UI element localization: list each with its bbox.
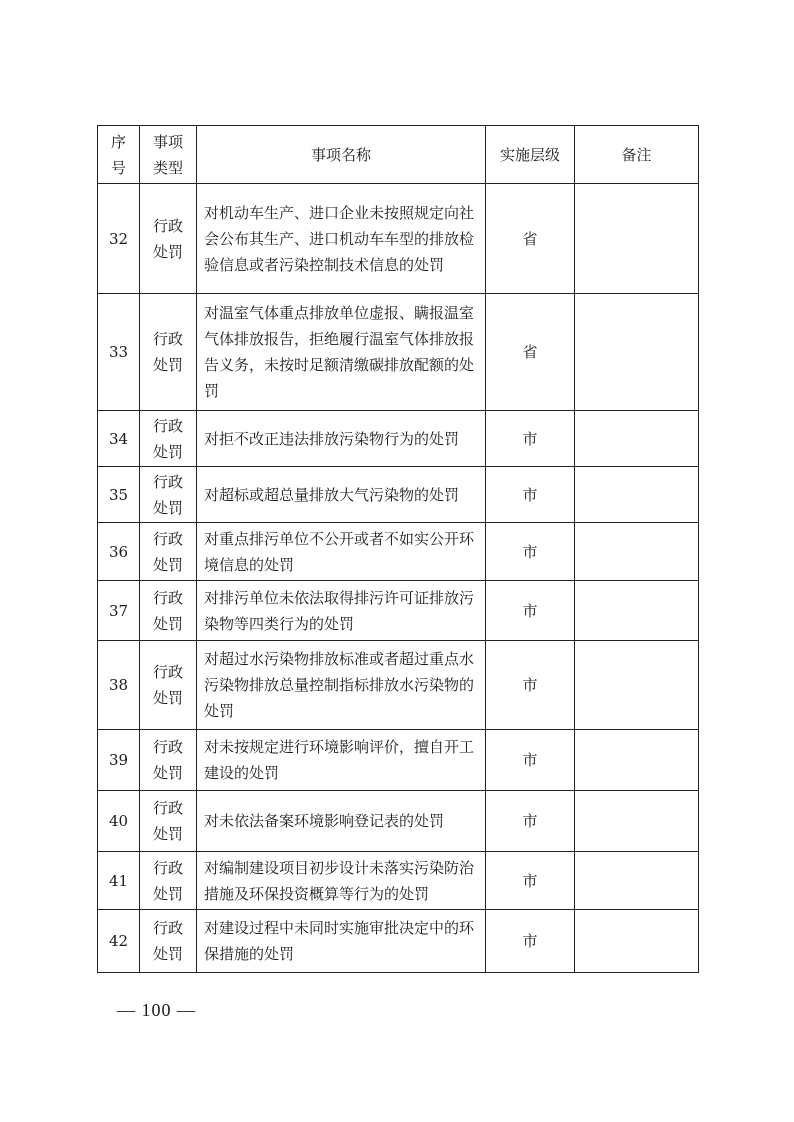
row-item-name: 对温室气体重点排放单位虚报、瞒报温室气体排放报告，拒绝履行温室气体排放报告义务，未按时足额清缴碳排放配额的处罚 — [197, 294, 486, 411]
row-number: 32 — [98, 184, 140, 294]
row-level: 市 — [486, 641, 575, 730]
row-type-line2: 处罚 — [152, 945, 183, 963]
items-table — [97, 125, 699, 973]
row-item-name: 对超标或超总量排放大气污染物的处罚 — [197, 467, 486, 523]
row-note — [575, 641, 699, 730]
table-header-row — [98, 126, 699, 184]
row-level: 省 — [486, 294, 575, 411]
table-row — [98, 411, 699, 467]
row-level: 市 — [486, 852, 575, 910]
row-item-name: 对超过水污染物排放标准或者超过重点水污染物排放总量控制指标排放水污染物的处罚 — [197, 641, 486, 730]
row-number: 33 — [98, 294, 140, 411]
row-type-line1: 行政 — [152, 799, 183, 817]
table-row — [98, 730, 699, 791]
row-number: 39 — [98, 730, 140, 791]
row-type — [140, 523, 197, 581]
row-type-line1: 行政 — [152, 529, 183, 548]
header-no: 序 号 — [98, 126, 140, 184]
row-type — [140, 910, 197, 973]
row-type — [140, 184, 197, 294]
row-type-line1: 行政 — [152, 216, 183, 235]
table-row — [98, 523, 699, 581]
row-type — [140, 791, 197, 852]
row-note — [575, 294, 699, 411]
row-item-name: 对未依法备案环境影响登记表的处罚 — [197, 791, 486, 852]
row-type-line2: 处罚 — [152, 689, 183, 707]
row-type — [140, 641, 197, 730]
row-level: 市 — [486, 730, 575, 791]
row-type-line2: 处罚 — [152, 764, 183, 782]
row-level: 市 — [486, 910, 575, 973]
row-level: 市 — [486, 581, 575, 641]
row-type-line2: 处罚 — [152, 442, 183, 461]
row-item-name: 对机动车生产、进口企业未按照规定向社会公布其生产、进口机动车车型的排放检验信息或者污染控制技术信息的处罚 — [197, 184, 486, 294]
row-number: 42 — [98, 910, 140, 973]
header-level: 实施层级 — [486, 126, 575, 184]
row-type-line1: 行政 — [152, 472, 183, 491]
row-type-line1: 行政 — [152, 738, 183, 756]
row-level: 市 — [486, 523, 575, 581]
header-name: 事项名称 — [197, 126, 486, 184]
row-level: 市 — [486, 411, 575, 467]
row-level: 省 — [486, 184, 575, 294]
row-type — [140, 294, 197, 411]
table-row — [98, 910, 699, 973]
row-note — [575, 791, 699, 852]
row-level: 市 — [486, 467, 575, 523]
row-number: 41 — [98, 852, 140, 910]
row-number: 36 — [98, 523, 140, 581]
row-note — [575, 411, 699, 467]
row-number: 35 — [98, 467, 140, 523]
table-row — [98, 294, 699, 411]
row-type — [140, 467, 197, 523]
row-item-name: 对拒不改正违法排放污染物行为的处罚 — [197, 411, 486, 467]
row-type-line2: 处罚 — [152, 884, 183, 903]
table-row — [98, 581, 699, 641]
table-row — [98, 852, 699, 910]
row-item-name: 对未按规定进行环境影响评价，擅自开工建设的处罚 — [197, 730, 486, 791]
row-item-name: 对排污单位未依法取得排污许可证排放污染物等四类行为的处罚 — [197, 581, 486, 641]
row-type — [140, 852, 197, 910]
row-item-name: 对建设过程中未同时实施审批决定中的环保措施的处罚 — [197, 910, 486, 973]
row-type-line2: 处罚 — [152, 498, 183, 517]
row-type-line1: 行政 — [152, 919, 183, 937]
row-type-line2: 处罚 — [152, 825, 183, 843]
row-type-line1: 行政 — [152, 858, 183, 877]
row-type-line1: 行政 — [152, 663, 183, 681]
row-type-line2: 处罚 — [152, 242, 183, 261]
row-type-line2: 处罚 — [152, 555, 183, 574]
row-type — [140, 581, 197, 641]
row-item-name: 对编制建设项目初步设计未落实污染防治措施及环保投资概算等行为的处罚 — [197, 852, 486, 910]
row-note — [575, 184, 699, 294]
header-note: 备注 — [575, 126, 699, 184]
row-note — [575, 852, 699, 910]
row-type-line1: 行政 — [152, 588, 183, 607]
row-item-name: 对重点排污单位不公开或者不如实公开环境信息的处罚 — [197, 523, 486, 581]
row-note — [575, 467, 699, 523]
row-type — [140, 411, 197, 467]
row-number: 37 — [98, 581, 140, 641]
row-note — [575, 910, 699, 973]
table-row — [98, 184, 699, 294]
row-note — [575, 523, 699, 581]
table-row — [98, 467, 699, 523]
header-type: 事项 类型 — [140, 126, 197, 184]
row-note — [575, 730, 699, 791]
row-type-line1: 行政 — [152, 416, 183, 435]
table-row — [98, 641, 699, 730]
row-number: 38 — [98, 641, 140, 730]
row-type-line1: 行政 — [152, 330, 183, 348]
table-row — [98, 791, 699, 852]
row-type-line2: 处罚 — [152, 356, 183, 374]
page-number: — 100 — — [117, 1000, 196, 1020]
row-type-line2: 处罚 — [152, 614, 183, 633]
row-number: 34 — [98, 411, 140, 467]
row-level: 市 — [486, 791, 575, 852]
row-type — [140, 730, 197, 791]
row-note — [575, 581, 699, 641]
row-number: 40 — [98, 791, 140, 852]
